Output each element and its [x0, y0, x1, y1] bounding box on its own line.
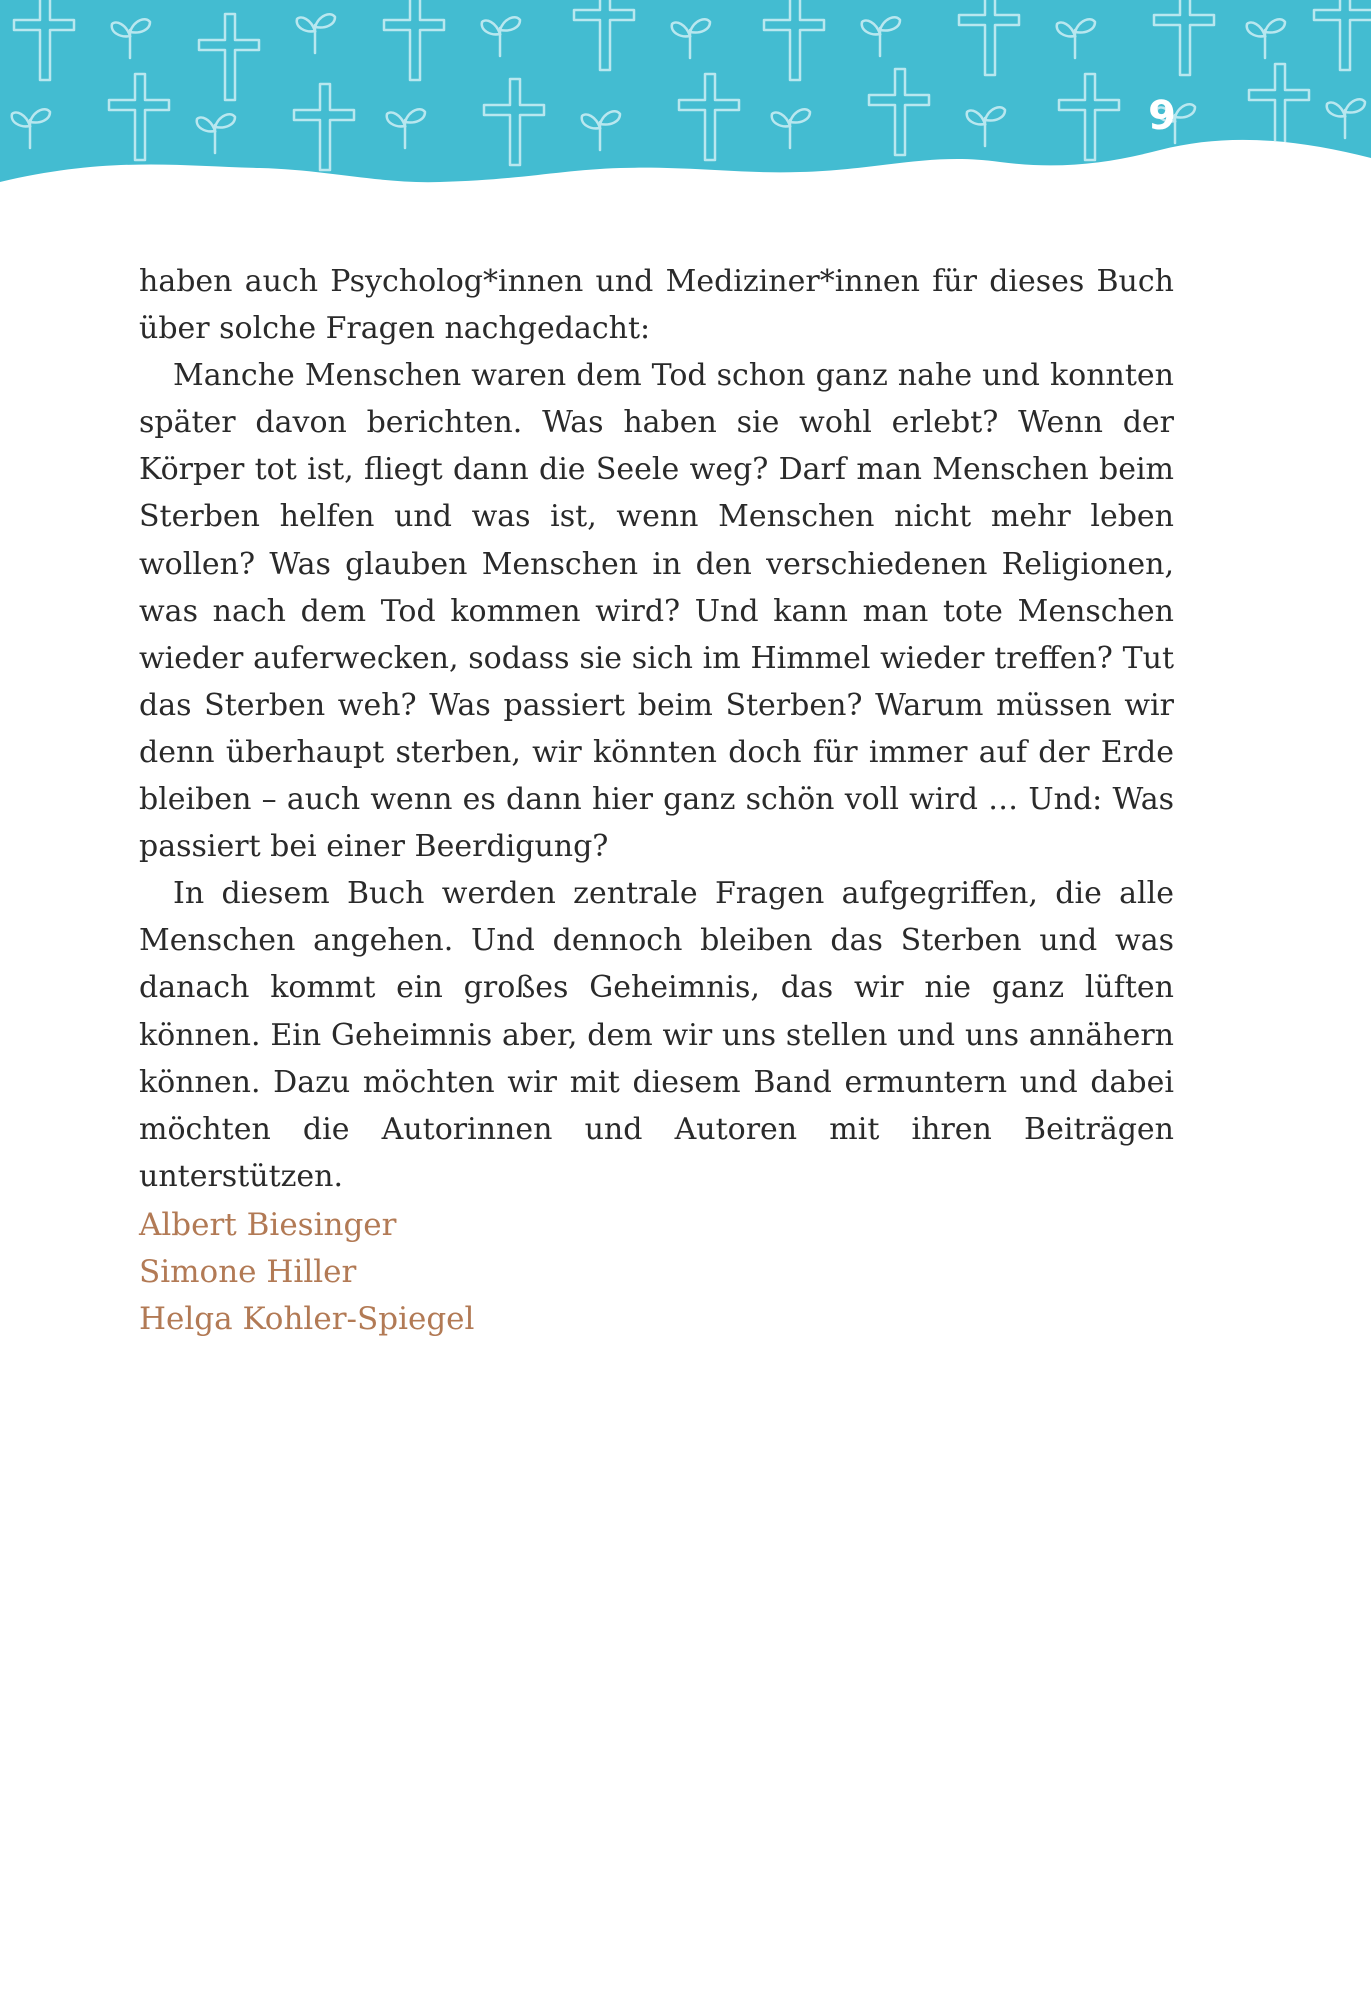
body-text [139, 258, 1174, 1200]
header-band [0, 0, 1371, 200]
author-name: Helga Kohler-Spiegel [139, 1301, 475, 1337]
paragraph: In diesem Buch werden zentrale Fragen aufgegriffen, die alle Menschen angehen. Und dennoch bleiben das Sterben und was danach kommt ein großes Geheimnis, das wir nie ganz lüften können. Ein Geheimnis aber, dem wir uns stellen und uns annähern können. Dazu möchten wir mit diesem Band ermuntern und dabei möchten die Autorinnen und Autoren mit ihren Beiträgen unterstützen. [139, 876, 1174, 1194]
paragraph: haben auch Psycholog*innen und Mediziner*innen für dieses Buch über solche Fragen nachgedacht: [139, 264, 1174, 347]
paragraph: Manche Menschen waren dem Tod schon ganz nahe und konnten später davon berichten. Was haben sie wohl erlebt? Wenn der Körper tot ist, fliegt dann die Seele weg? Darf man Menschen beim Sterben helfen und was ist, wenn Menschen nicht mehr leben wollen? Was glauben Menschen in den verschiedenen Religionen, was nach dem Tod kommen wird? Und kann man tote Menschen wieder auferwecken, sodass sie sich im Himmel wieder treffen? Tut das Sterben weh? Was passiert beim Sterben? Warum müssen wir denn überhaupt sterben, wir könnten doch für immer auf der Erde bleiben – auch wenn es dann hier ganz schön voll wird … Und: Was passiert bei einer Beerdigung? [139, 358, 1174, 865]
author-name: Simone Hiller [139, 1254, 357, 1290]
page-number: 9 [1148, 93, 1176, 139]
author-signatures [139, 1202, 474, 1343]
author-name: Albert Biesinger [139, 1207, 397, 1243]
